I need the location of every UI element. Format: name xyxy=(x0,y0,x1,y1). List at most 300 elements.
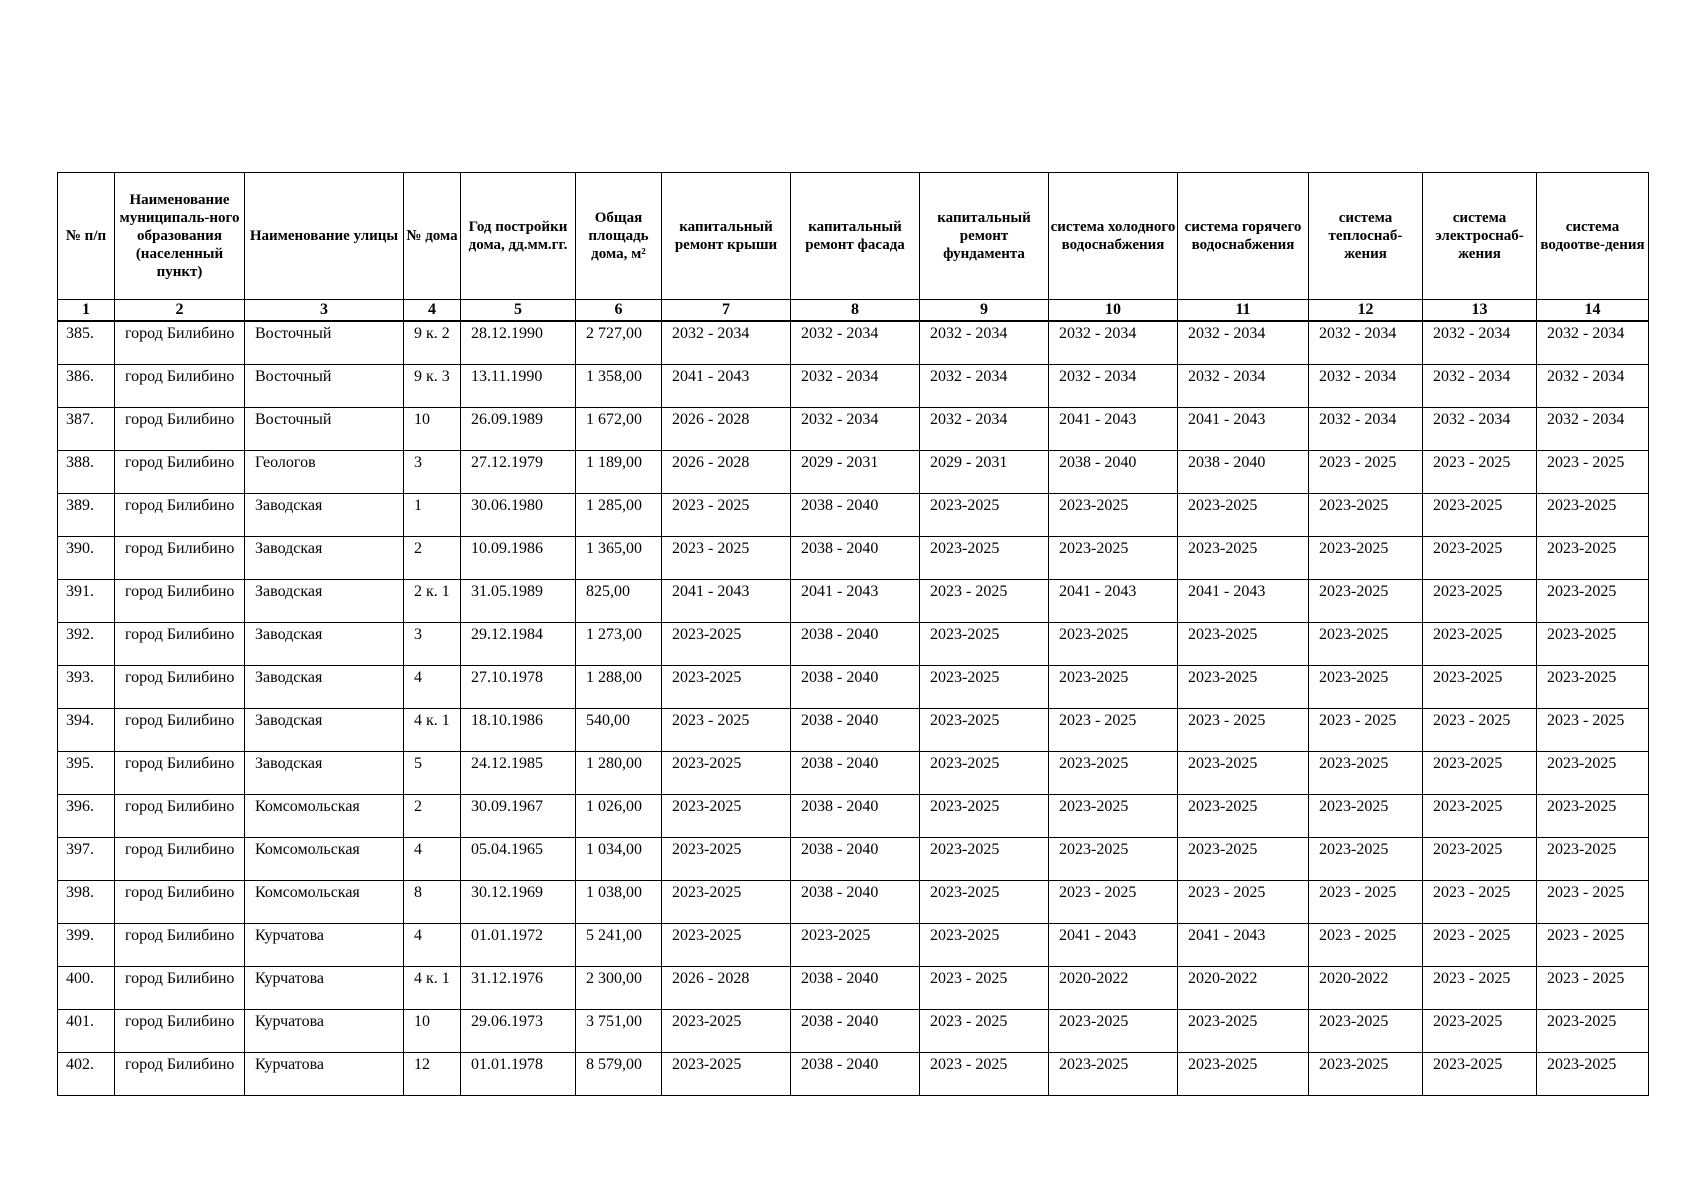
electric-system-cell: 2032 - 2034 xyxy=(1423,364,1537,407)
column-number-14: 14 xyxy=(1537,300,1649,322)
table-row xyxy=(58,536,1649,579)
total-area-cell: 2 300,00 xyxy=(576,966,662,1009)
total-area-cell: 8 579,00 xyxy=(576,1052,662,1095)
table-row xyxy=(58,794,1649,837)
table-row xyxy=(58,407,1649,450)
row-number-cell: 389. xyxy=(58,493,115,536)
roof-repair-cell: 2023-2025 xyxy=(662,880,791,923)
heating-system-cell: 2032 - 2034 xyxy=(1309,364,1423,407)
table-row xyxy=(58,837,1649,880)
column-header-1: № п/п xyxy=(58,173,115,300)
capital-repair-schedule-table xyxy=(57,172,1649,1096)
street-cell: Комсомольская xyxy=(245,794,404,837)
facade-repair-cell: 2038 - 2040 xyxy=(791,493,920,536)
roof-repair-cell: 2023-2025 xyxy=(662,622,791,665)
foundation-repair-cell: 2029 - 2031 xyxy=(920,450,1049,493)
municipality-cell: город Билибино xyxy=(115,321,245,364)
electric-system-cell: 2023 - 2025 xyxy=(1423,966,1537,1009)
facade-repair-cell: 2038 - 2040 xyxy=(791,837,920,880)
municipality-cell: город Билибино xyxy=(115,1009,245,1052)
electric-system-cell: 2023-2025 xyxy=(1423,794,1537,837)
facade-repair-cell: 2038 - 2040 xyxy=(791,536,920,579)
sewage-system-cell: 2023 - 2025 xyxy=(1537,880,1649,923)
hot-water-system-cell: 2023-2025 xyxy=(1178,622,1309,665)
street-cell: Курчатова xyxy=(245,1009,404,1052)
street-cell: Восточный xyxy=(245,321,404,364)
table-row xyxy=(58,622,1649,665)
heating-system-cell: 2023-2025 xyxy=(1309,837,1423,880)
hot-water-system-cell: 2020-2022 xyxy=(1178,966,1309,1009)
facade-repair-cell: 2041 - 2043 xyxy=(791,579,920,622)
street-cell: Курчатова xyxy=(245,966,404,1009)
total-area-cell: 1 273,00 xyxy=(576,622,662,665)
roof-repair-cell: 2026 - 2028 xyxy=(662,450,791,493)
cold-water-system-cell: 2023 - 2025 xyxy=(1049,708,1178,751)
foundation-repair-cell: 2023-2025 xyxy=(920,923,1049,966)
sewage-system-cell: 2023-2025 xyxy=(1537,794,1649,837)
house-number-cell: 9 к. 2 xyxy=(404,321,461,364)
foundation-repair-cell: 2023-2025 xyxy=(920,880,1049,923)
row-number-cell: 396. xyxy=(58,794,115,837)
cold-water-system-cell: 2023-2025 xyxy=(1049,1052,1178,1095)
hot-water-system-cell: 2023-2025 xyxy=(1178,751,1309,794)
header-row xyxy=(58,173,1649,300)
sewage-system-cell: 2023 - 2025 xyxy=(1537,450,1649,493)
build-date-cell: 24.12.1985 xyxy=(461,751,576,794)
hot-water-system-cell: 2032 - 2034 xyxy=(1178,321,1309,364)
roof-repair-cell: 2023-2025 xyxy=(662,837,791,880)
facade-repair-cell: 2032 - 2034 xyxy=(791,407,920,450)
row-number-cell: 388. xyxy=(58,450,115,493)
foundation-repair-cell: 2032 - 2034 xyxy=(920,321,1049,364)
electric-system-cell: 2032 - 2034 xyxy=(1423,407,1537,450)
foundation-repair-cell: 2023-2025 xyxy=(920,493,1049,536)
build-date-cell: 29.06.1973 xyxy=(461,1009,576,1052)
electric-system-cell: 2023 - 2025 xyxy=(1423,450,1537,493)
row-number-cell: 400. xyxy=(58,966,115,1009)
municipality-cell: город Билибино xyxy=(115,622,245,665)
cold-water-system-cell: 2041 - 2043 xyxy=(1049,579,1178,622)
table-row xyxy=(58,708,1649,751)
column-header-8: капитальный ремонт фасада xyxy=(791,173,920,300)
total-area-cell: 1 358,00 xyxy=(576,364,662,407)
house-number-cell: 4 xyxy=(404,665,461,708)
build-date-cell: 30.09.1967 xyxy=(461,794,576,837)
build-date-cell: 30.12.1969 xyxy=(461,880,576,923)
build-date-cell: 13.11.1990 xyxy=(461,364,576,407)
facade-repair-cell: 2038 - 2040 xyxy=(791,1009,920,1052)
sewage-system-cell: 2023-2025 xyxy=(1537,622,1649,665)
total-area-cell: 1 285,00 xyxy=(576,493,662,536)
row-number-cell: 385. xyxy=(58,321,115,364)
column-number-row xyxy=(58,300,1649,322)
street-cell: Курчатова xyxy=(245,1052,404,1095)
roof-repair-cell: 2023-2025 xyxy=(662,751,791,794)
heating-system-cell: 2023-2025 xyxy=(1309,622,1423,665)
column-number-12: 12 xyxy=(1309,300,1423,322)
cold-water-system-cell: 2020-2022 xyxy=(1049,966,1178,1009)
roof-repair-cell: 2023-2025 xyxy=(662,923,791,966)
table-row xyxy=(58,665,1649,708)
total-area-cell: 1 189,00 xyxy=(576,450,662,493)
roof-repair-cell: 2023-2025 xyxy=(662,665,791,708)
house-number-cell: 4 к. 1 xyxy=(404,708,461,751)
sewage-system-cell: 2023-2025 xyxy=(1537,536,1649,579)
electric-system-cell: 2023-2025 xyxy=(1423,579,1537,622)
facade-repair-cell: 2023-2025 xyxy=(791,923,920,966)
roof-repair-cell: 2023-2025 xyxy=(662,794,791,837)
electric-system-cell: 2023 - 2025 xyxy=(1423,923,1537,966)
roof-repair-cell: 2041 - 2043 xyxy=(662,579,791,622)
hot-water-system-cell: 2023-2025 xyxy=(1178,837,1309,880)
table-body xyxy=(58,321,1649,1095)
house-number-cell: 9 к. 3 xyxy=(404,364,461,407)
street-cell: Заводская xyxy=(245,708,404,751)
hot-water-system-cell: 2032 - 2034 xyxy=(1178,364,1309,407)
row-number-cell: 399. xyxy=(58,923,115,966)
heating-system-cell: 2023-2025 xyxy=(1309,794,1423,837)
electric-system-cell: 2023-2025 xyxy=(1423,622,1537,665)
table-row xyxy=(58,493,1649,536)
column-number-6: 6 xyxy=(576,300,662,322)
electric-system-cell: 2023-2025 xyxy=(1423,751,1537,794)
municipality-cell: город Билибино xyxy=(115,837,245,880)
cold-water-system-cell: 2023-2025 xyxy=(1049,622,1178,665)
foundation-repair-cell: 2023-2025 xyxy=(920,794,1049,837)
municipality-cell: город Билибино xyxy=(115,751,245,794)
cold-water-system-cell: 2023 - 2025 xyxy=(1049,880,1178,923)
heating-system-cell: 2023 - 2025 xyxy=(1309,880,1423,923)
hot-water-system-cell: 2041 - 2043 xyxy=(1178,923,1309,966)
municipality-cell: город Билибино xyxy=(115,966,245,1009)
municipality-cell: город Билибино xyxy=(115,923,245,966)
house-number-cell: 3 xyxy=(404,622,461,665)
municipality-cell: город Билибино xyxy=(115,579,245,622)
electric-system-cell: 2023-2025 xyxy=(1423,493,1537,536)
hot-water-system-cell: 2023-2025 xyxy=(1178,665,1309,708)
heating-system-cell: 2023 - 2025 xyxy=(1309,450,1423,493)
heating-system-cell: 2023-2025 xyxy=(1309,1009,1423,1052)
hot-water-system-cell: 2023 - 2025 xyxy=(1178,708,1309,751)
municipality-cell: город Билибино xyxy=(115,665,245,708)
municipality-cell: город Билибино xyxy=(115,450,245,493)
foundation-repair-cell: 2023-2025 xyxy=(920,665,1049,708)
build-date-cell: 01.01.1972 xyxy=(461,923,576,966)
column-number-10: 10 xyxy=(1049,300,1178,322)
house-number-cell: 10 xyxy=(404,1009,461,1052)
column-number-5: 5 xyxy=(461,300,576,322)
street-cell: Заводская xyxy=(245,751,404,794)
row-number-cell: 387. xyxy=(58,407,115,450)
house-number-cell: 12 xyxy=(404,1052,461,1095)
column-header-10: система холодного водоснабжения xyxy=(1049,173,1178,300)
column-number-4: 4 xyxy=(404,300,461,322)
street-cell: Курчатова xyxy=(245,923,404,966)
build-date-cell: 18.10.1986 xyxy=(461,708,576,751)
street-cell: Комсомольская xyxy=(245,880,404,923)
build-date-cell: 30.06.1980 xyxy=(461,493,576,536)
column-number-13: 13 xyxy=(1423,300,1537,322)
facade-repair-cell: 2038 - 2040 xyxy=(791,622,920,665)
municipality-cell: город Билибино xyxy=(115,493,245,536)
row-number-cell: 394. xyxy=(58,708,115,751)
municipality-cell: город Билибино xyxy=(115,1052,245,1095)
roof-repair-cell: 2023 - 2025 xyxy=(662,536,791,579)
sewage-system-cell: 2032 - 2034 xyxy=(1537,407,1649,450)
sewage-system-cell: 2032 - 2034 xyxy=(1537,364,1649,407)
electric-system-cell: 2023-2025 xyxy=(1423,1052,1537,1095)
column-header-14: система водоотве-дения xyxy=(1537,173,1649,300)
build-date-cell: 10.09.1986 xyxy=(461,536,576,579)
roof-repair-cell: 2032 - 2034 xyxy=(662,321,791,364)
total-area-cell: 1 034,00 xyxy=(576,837,662,880)
foundation-repair-cell: 2023-2025 xyxy=(920,622,1049,665)
foundation-repair-cell: 2023 - 2025 xyxy=(920,579,1049,622)
build-date-cell: 31.05.1989 xyxy=(461,579,576,622)
column-header-9: капитальный ремонт фундамента xyxy=(920,173,1049,300)
heating-system-cell: 2023 - 2025 xyxy=(1309,708,1423,751)
table-row xyxy=(58,364,1649,407)
cold-water-system-cell: 2023-2025 xyxy=(1049,536,1178,579)
total-area-cell: 1 365,00 xyxy=(576,536,662,579)
hot-water-system-cell: 2023-2025 xyxy=(1178,794,1309,837)
heating-system-cell: 2023-2025 xyxy=(1309,751,1423,794)
table-row xyxy=(58,579,1649,622)
build-date-cell: 05.04.1965 xyxy=(461,837,576,880)
build-date-cell: 27.12.1979 xyxy=(461,450,576,493)
build-date-cell: 28.12.1990 xyxy=(461,321,576,364)
electric-system-cell: 2023-2025 xyxy=(1423,536,1537,579)
facade-repair-cell: 2032 - 2034 xyxy=(791,364,920,407)
roof-repair-cell: 2026 - 2028 xyxy=(662,407,791,450)
facade-repair-cell: 2038 - 2040 xyxy=(791,751,920,794)
table-row xyxy=(58,751,1649,794)
total-area-cell: 1 280,00 xyxy=(576,751,662,794)
sewage-system-cell: 2023-2025 xyxy=(1537,751,1649,794)
roof-repair-cell: 2023-2025 xyxy=(662,1009,791,1052)
table-row xyxy=(58,923,1649,966)
column-header-13: система электроснаб-жения xyxy=(1423,173,1537,300)
street-cell: Заводская xyxy=(245,579,404,622)
total-area-cell: 2 727,00 xyxy=(576,321,662,364)
facade-repair-cell: 2038 - 2040 xyxy=(791,1052,920,1095)
build-date-cell: 31.12.1976 xyxy=(461,966,576,1009)
total-area-cell: 825,00 xyxy=(576,579,662,622)
table-row xyxy=(58,880,1649,923)
hot-water-system-cell: 2041 - 2043 xyxy=(1178,407,1309,450)
column-number-11: 11 xyxy=(1178,300,1309,322)
total-area-cell: 540,00 xyxy=(576,708,662,751)
house-number-cell: 4 xyxy=(404,837,461,880)
foundation-repair-cell: 2023-2025 xyxy=(920,536,1049,579)
hot-water-system-cell: 2023-2025 xyxy=(1178,1009,1309,1052)
foundation-repair-cell: 2023-2025 xyxy=(920,837,1049,880)
roof-repair-cell: 2041 - 2043 xyxy=(662,364,791,407)
street-cell: Комсомольская xyxy=(245,837,404,880)
facade-repair-cell: 2032 - 2034 xyxy=(791,321,920,364)
facade-repair-cell: 2038 - 2040 xyxy=(791,794,920,837)
municipality-cell: город Билибино xyxy=(115,708,245,751)
roof-repair-cell: 2023-2025 xyxy=(662,1052,791,1095)
column-header-7: капитальный ремонт крыши xyxy=(662,173,791,300)
cold-water-system-cell: 2032 - 2034 xyxy=(1049,364,1178,407)
row-number-cell: 386. xyxy=(58,364,115,407)
heating-system-cell: 2020-2022 xyxy=(1309,966,1423,1009)
sewage-system-cell: 2023 - 2025 xyxy=(1537,923,1649,966)
street-cell: Восточный xyxy=(245,407,404,450)
table-row xyxy=(58,450,1649,493)
hot-water-system-cell: 2023 - 2025 xyxy=(1178,880,1309,923)
heating-system-cell: 2023-2025 xyxy=(1309,579,1423,622)
column-header-2: Наименование муниципаль-ного образования (населенный пункт) xyxy=(115,173,245,300)
electric-system-cell: 2032 - 2034 xyxy=(1423,321,1537,364)
column-number-7: 7 xyxy=(662,300,791,322)
house-number-cell: 4 к. 1 xyxy=(404,966,461,1009)
column-header-11: система горячего водоснабжения xyxy=(1178,173,1309,300)
roof-repair-cell: 2023 - 2025 xyxy=(662,708,791,751)
total-area-cell: 1 672,00 xyxy=(576,407,662,450)
roof-repair-cell: 2026 - 2028 xyxy=(662,966,791,1009)
cold-water-system-cell: 2032 - 2034 xyxy=(1049,321,1178,364)
foundation-repair-cell: 2023 - 2025 xyxy=(920,1009,1049,1052)
sewage-system-cell: 2023-2025 xyxy=(1537,1052,1649,1095)
hot-water-system-cell: 2023-2025 xyxy=(1178,493,1309,536)
cold-water-system-cell: 2023-2025 xyxy=(1049,1009,1178,1052)
house-number-cell: 1 xyxy=(404,493,461,536)
facade-repair-cell: 2038 - 2040 xyxy=(791,665,920,708)
sewage-system-cell: 2023-2025 xyxy=(1537,493,1649,536)
row-number-cell: 392. xyxy=(58,622,115,665)
row-number-cell: 393. xyxy=(58,665,115,708)
row-number-cell: 398. xyxy=(58,880,115,923)
foundation-repair-cell: 2023-2025 xyxy=(920,751,1049,794)
column-header-4: № дома xyxy=(404,173,461,300)
row-number-cell: 397. xyxy=(58,837,115,880)
sewage-system-cell: 2023 - 2025 xyxy=(1537,966,1649,1009)
house-number-cell: 10 xyxy=(404,407,461,450)
municipality-cell: город Билибино xyxy=(115,880,245,923)
total-area-cell: 1 026,00 xyxy=(576,794,662,837)
street-cell: Восточный xyxy=(245,364,404,407)
row-number-cell: 395. xyxy=(58,751,115,794)
row-number-cell: 390. xyxy=(58,536,115,579)
roof-repair-cell: 2023 - 2025 xyxy=(662,493,791,536)
cold-water-system-cell: 2041 - 2043 xyxy=(1049,923,1178,966)
facade-repair-cell: 2038 - 2040 xyxy=(791,966,920,1009)
total-area-cell: 3 751,00 xyxy=(576,1009,662,1052)
hot-water-system-cell: 2041 - 2043 xyxy=(1178,579,1309,622)
foundation-repair-cell: 2032 - 2034 xyxy=(920,407,1049,450)
table-header xyxy=(58,173,1649,322)
cold-water-system-cell: 2038 - 2040 xyxy=(1049,450,1178,493)
table-row xyxy=(58,321,1649,364)
municipality-cell: город Билибино xyxy=(115,407,245,450)
street-cell: Заводская xyxy=(245,536,404,579)
column-header-12: система теплоснаб-жения xyxy=(1309,173,1423,300)
heating-system-cell: 2023-2025 xyxy=(1309,665,1423,708)
foundation-repair-cell: 2023 - 2025 xyxy=(920,1052,1049,1095)
total-area-cell: 5 241,00 xyxy=(576,923,662,966)
electric-system-cell: 2023 - 2025 xyxy=(1423,880,1537,923)
build-date-cell: 26.09.1989 xyxy=(461,407,576,450)
facade-repair-cell: 2038 - 2040 xyxy=(791,708,920,751)
build-date-cell: 29.12.1984 xyxy=(461,622,576,665)
column-number-1: 1 xyxy=(58,300,115,322)
electric-system-cell: 2023-2025 xyxy=(1423,1009,1537,1052)
table-row xyxy=(58,1009,1649,1052)
row-number-cell: 391. xyxy=(58,579,115,622)
heating-system-cell: 2032 - 2034 xyxy=(1309,407,1423,450)
heating-system-cell: 2023-2025 xyxy=(1309,536,1423,579)
foundation-repair-cell: 2023-2025 xyxy=(920,708,1049,751)
table-row xyxy=(58,1052,1649,1095)
sewage-system-cell: 2023-2025 xyxy=(1537,1009,1649,1052)
electric-system-cell: 2023-2025 xyxy=(1423,837,1537,880)
electric-system-cell: 2023 - 2025 xyxy=(1423,708,1537,751)
row-number-cell: 401. xyxy=(58,1009,115,1052)
column-header-5: Год постройки дома, дд.мм.гг. xyxy=(461,173,576,300)
heating-system-cell: 2032 - 2034 xyxy=(1309,321,1423,364)
build-date-cell: 01.01.1978 xyxy=(461,1052,576,1095)
column-header-6: Общая площадь дома, м² xyxy=(576,173,662,300)
sewage-system-cell: 2023 - 2025 xyxy=(1537,708,1649,751)
heating-system-cell: 2023-2025 xyxy=(1309,1052,1423,1095)
foundation-repair-cell: 2032 - 2034 xyxy=(920,364,1049,407)
street-cell: Заводская xyxy=(245,493,404,536)
cold-water-system-cell: 2023-2025 xyxy=(1049,751,1178,794)
sewage-system-cell: 2023-2025 xyxy=(1537,837,1649,880)
heating-system-cell: 2023 - 2025 xyxy=(1309,923,1423,966)
cold-water-system-cell: 2023-2025 xyxy=(1049,837,1178,880)
house-number-cell: 2 xyxy=(404,536,461,579)
total-area-cell: 1 038,00 xyxy=(576,880,662,923)
column-number-8: 8 xyxy=(791,300,920,322)
electric-system-cell: 2023-2025 xyxy=(1423,665,1537,708)
house-number-cell: 2 к. 1 xyxy=(404,579,461,622)
house-number-cell: 3 xyxy=(404,450,461,493)
cold-water-system-cell: 2023-2025 xyxy=(1049,794,1178,837)
column-number-2: 2 xyxy=(115,300,245,322)
column-header-3: Наименование улицы xyxy=(245,173,404,300)
house-number-cell: 4 xyxy=(404,923,461,966)
hot-water-system-cell: 2038 - 2040 xyxy=(1178,450,1309,493)
sewage-system-cell: 2023-2025 xyxy=(1537,579,1649,622)
facade-repair-cell: 2038 - 2040 xyxy=(791,880,920,923)
cold-water-system-cell: 2023-2025 xyxy=(1049,493,1178,536)
facade-repair-cell: 2029 - 2031 xyxy=(791,450,920,493)
hot-water-system-cell: 2023-2025 xyxy=(1178,1052,1309,1095)
municipality-cell: город Билибино xyxy=(115,364,245,407)
street-cell: Заводская xyxy=(245,622,404,665)
house-number-cell: 5 xyxy=(404,751,461,794)
column-number-9: 9 xyxy=(920,300,1049,322)
foundation-repair-cell: 2023 - 2025 xyxy=(920,966,1049,1009)
sewage-system-cell: 2023-2025 xyxy=(1537,665,1649,708)
table-row xyxy=(58,966,1649,1009)
municipality-cell: город Билибино xyxy=(115,794,245,837)
build-date-cell: 27.10.1978 xyxy=(461,665,576,708)
hot-water-system-cell: 2023-2025 xyxy=(1178,536,1309,579)
total-area-cell: 1 288,00 xyxy=(576,665,662,708)
row-number-cell: 402. xyxy=(58,1052,115,1095)
house-number-cell: 2 xyxy=(404,794,461,837)
cold-water-system-cell: 2041 - 2043 xyxy=(1049,407,1178,450)
municipality-cell: город Билибино xyxy=(115,536,245,579)
street-cell: Заводская xyxy=(245,665,404,708)
heating-system-cell: 2023-2025 xyxy=(1309,493,1423,536)
street-cell: Геологов xyxy=(245,450,404,493)
sewage-system-cell: 2032 - 2034 xyxy=(1537,321,1649,364)
